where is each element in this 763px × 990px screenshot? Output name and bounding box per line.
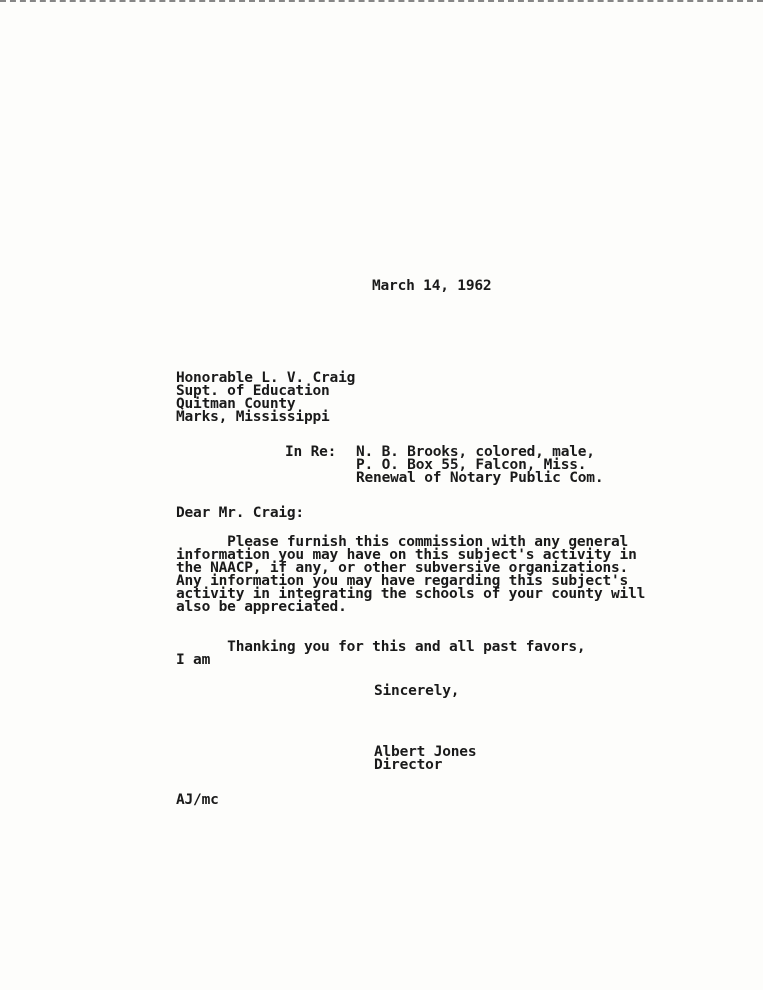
recipient-line: Honorable L. V. Craig — [176, 370, 356, 386]
closing: Sincerely, — [374, 683, 460, 699]
typist-initials: AJ/mc — [176, 792, 219, 808]
thanks-line: Thanking you for this and all past favors, — [176, 639, 586, 655]
thanks-paragraph — [176, 641, 585, 667]
body-line: Any information you may have regarding this subject's — [176, 573, 629, 589]
body-line: information you may have on this subject's activity in — [176, 547, 637, 563]
thanks-line: I am — [176, 652, 211, 668]
body-line: activity in integrating the schools of your county will — [176, 586, 646, 602]
signer-title: Director — [374, 757, 443, 773]
recipient-line: Quitman County — [176, 396, 296, 412]
in-re-line: P. O. Box 55, Falcon, Miss. — [356, 457, 587, 473]
in-re-block — [356, 446, 603, 485]
body-line: the NAACP, if any, or other subversive organizations. — [176, 560, 629, 576]
recipient-line: Supt. of Education — [176, 383, 330, 399]
body-paragraph — [176, 536, 645, 614]
signature-block — [374, 746, 476, 772]
body-line: also be appreciated. — [176, 599, 347, 615]
letter-date: March 14, 1962 — [372, 278, 492, 294]
salutation: Dear Mr. Craig: — [176, 505, 304, 521]
in-re-line: N. B. Brooks, colored, male, — [356, 444, 595, 460]
signer-name: Albert Jones — [374, 744, 477, 760]
page-top-edge — [0, 0, 763, 8]
recipient-address — [176, 372, 355, 424]
recipient-line: Marks, Mississippi — [176, 409, 330, 425]
in-re-line: Renewal of Notary Public Com. — [356, 470, 604, 486]
in-re-label: In Re: — [285, 444, 337, 460]
body-line: Please furnish this commission with any general — [176, 534, 629, 550]
